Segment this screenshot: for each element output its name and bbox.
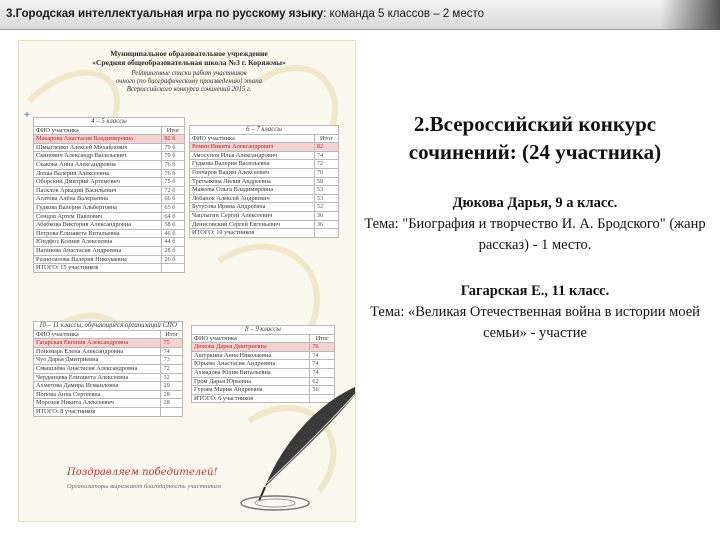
table-row: [190, 177, 339, 186]
winner-1-name: Дюкова Дарья, 9 а класс.: [452, 195, 618, 211]
column-header-name: ФИО участника: [34, 330, 161, 339]
participant-score: 56: [310, 386, 335, 395]
table-row: [34, 135, 185, 144]
participant-score: 70: [314, 168, 338, 177]
participant-name: Пасклов Аркадий Васильевич: [34, 186, 162, 195]
participant-score: 26 б: [162, 255, 185, 264]
participant-name: Абабкова Виктория Александровна: [34, 221, 162, 230]
participant-name: Скипович Александр Васильевич: [34, 152, 162, 161]
participant-score: 73: [161, 356, 183, 365]
participant-score: 44 б: [162, 238, 185, 247]
table-row: [34, 229, 185, 238]
congrats-subtext: Организаторы выражают благодарность участникам: [67, 483, 222, 490]
table-row: [34, 238, 185, 247]
participant-name: Юрьева Анастасия Андреевна: [192, 360, 310, 369]
table-row: [34, 399, 183, 408]
slide-title: [6, 8, 484, 20]
participant-name: Чаплыгин Сергей Алексеевич: [190, 211, 315, 220]
participant-name: Ремин Никита Александрович: [190, 143, 315, 152]
participant-name: Оборский Дмитрий Артемович: [34, 178, 162, 187]
participant-score: 46 б: [162, 229, 185, 238]
participant-name: Гудкова Валерия Альбертовна: [34, 203, 162, 212]
table-row: [190, 211, 339, 220]
participant-name: Черданцева Елизавета Алексеевна: [34, 373, 161, 382]
participant-score: 72: [161, 364, 183, 373]
table-row: [34, 407, 183, 416]
participant-name: Гагарская Евгения Александровна: [34, 339, 161, 348]
participant-score: 58: [314, 177, 338, 186]
participant-score: 76 б: [162, 160, 185, 169]
participant-name: Третьякова Лилия Андреевна: [190, 177, 315, 186]
table-caption: 10 – 11 классы, обучающиеся организаций СПО: [34, 322, 183, 331]
participant-score: 82: [314, 143, 338, 152]
participant-name: Дюкова Дарья Дмитриевна: [192, 343, 310, 352]
table-row: [34, 390, 183, 399]
participant-name: Пономарь Елена Александровна: [34, 347, 161, 356]
table-row: [190, 220, 339, 229]
participant-name: Лопаа Валерия Алексеевна: [34, 169, 162, 178]
table-row: [34, 160, 185, 169]
participant-score: 62: [310, 377, 335, 386]
participant-score: 76: [310, 343, 335, 352]
table-row: [190, 229, 339, 238]
participant-name: Разносилова Валерия Николаевна: [34, 255, 162, 264]
plus-icon: +: [24, 110, 30, 121]
participant-score: 74: [310, 351, 335, 360]
congrats-text: Поздравляем победителей!: [67, 467, 218, 478]
table-row: [190, 168, 339, 177]
participant-name: Смышлёва Анастасия Александровна: [34, 364, 161, 373]
participant-score: 52: [314, 203, 338, 212]
table-row: [190, 143, 339, 152]
participant-name: Петрова Елизавета Витальевна: [34, 229, 162, 238]
winner-2-name: Гагарская Е., 11 класс.: [460, 283, 610, 299]
participant-score: 82 б: [162, 135, 185, 144]
participant-name: Ашуркина Анна Николаевна: [192, 351, 310, 360]
column-header-score: Итог: [310, 334, 335, 343]
winner-2-topic: Тема: «Великая Отечественная война в истории моей семьи» - участие: [370, 304, 700, 341]
participant-score: 74: [310, 368, 335, 377]
table-row: [34, 364, 183, 373]
table-row: [34, 203, 185, 212]
participant-score: 28 б: [162, 246, 185, 255]
table-row: [34, 212, 185, 221]
column-header-score: Итог: [314, 134, 338, 143]
participant-score: 36: [314, 211, 338, 220]
table-row: [34, 264, 185, 273]
table-row: [34, 347, 183, 356]
results-table-grades-4-5: [33, 117, 185, 273]
participant-score: 32: [161, 373, 183, 382]
participant-name: ИТОГО: 15 участников: [34, 264, 162, 273]
table-row: [34, 382, 183, 391]
table-row: [192, 351, 335, 360]
table-row: [34, 195, 185, 204]
participant-name: Ахметова Дамира Исмаиловна: [34, 382, 161, 391]
participant-name: Макеева Ольга Владимировна: [190, 186, 315, 195]
participant-name: Сенцов Артем Павлович: [34, 212, 162, 221]
participant-name: Юндфоз Ксения Алексеевна: [34, 238, 162, 247]
participant-name: ИТОГО: 8 участников: [34, 407, 161, 416]
participant-name: Бутусова Ирина Андреевна: [190, 203, 315, 212]
participant-score: 28: [161, 390, 183, 399]
participant-name: Попова Анна Сергеевна: [34, 390, 161, 399]
header-line-4: очного (по биографическому произведению) этапа: [115, 78, 263, 85]
table-row: [34, 152, 185, 161]
participant-name: Денисовский Сергей Евгеньевич: [190, 220, 315, 229]
contest-heading: 2.Всероссийский конкурс сочинений: (24 участника): [408, 112, 662, 164]
participant-name: ИТОГО: 6 участников: [192, 394, 310, 403]
participant-score: 36: [314, 220, 338, 229]
winner-1-topic: Тема: "Биография и творчество И. А. Бродского" (жанр рассказ) - 1 место.: [364, 216, 706, 253]
table-row: [34, 169, 185, 178]
participant-score: 79 б: [162, 152, 185, 161]
participant-name: Гурова Мария Андреевна: [192, 386, 310, 395]
participant-score: 74: [161, 347, 183, 356]
participant-score: 76 б: [162, 169, 185, 178]
participant-score: 74: [310, 360, 335, 369]
table-caption: 8 – 9 классы: [192, 326, 335, 335]
table-row: [34, 178, 185, 187]
table-row: [34, 221, 185, 230]
participant-score: 53: [314, 186, 338, 195]
participant-name: Скакова Анна Александровна: [34, 160, 162, 169]
participant-score: 72 б: [162, 186, 185, 195]
column-header-name: ФИО участника: [190, 134, 315, 143]
table-row: [192, 360, 335, 369]
participant-score: [161, 407, 183, 416]
participant-name: Чуо Дарья Дмитриевна: [34, 356, 161, 365]
participant-name: Ахмадова Юлия Витальевна: [192, 368, 310, 377]
scanned-results-document: [18, 40, 356, 522]
participant-name: Гончаров Вадим Алексеевич: [190, 168, 315, 177]
table-caption: 4 – 5 классы: [34, 118, 185, 127]
results-table-grades-6-7: [189, 125, 339, 238]
participant-name: Лобанов Алексей Андреевич: [190, 194, 315, 203]
participant-name: Гудкова Валерия Васильевна: [190, 160, 315, 169]
table-row: [34, 373, 183, 382]
participant-score: [162, 264, 185, 273]
title-bar-accent: [660, 0, 720, 30]
table-row: [34, 246, 185, 255]
table-row: [190, 160, 339, 169]
header-line-2: «Средняя общеобразовательная школа №3 г. Коряжмы»: [92, 58, 286, 67]
participant-name: Макарова Анастасия Владимировна: [34, 135, 162, 144]
column-header-score: Итог: [162, 126, 185, 135]
participant-score: 72: [314, 160, 338, 169]
table-row: [190, 186, 339, 195]
slide-title-bar: [0, 0, 720, 30]
participant-score: [314, 229, 338, 238]
slide-title-rest: : команда 5 классов – 2 место: [323, 8, 484, 20]
participant-score: 79 б: [162, 143, 185, 152]
participant-score: 29: [161, 382, 183, 391]
column-header-name: ФИО участника: [34, 126, 162, 135]
table-row: [34, 143, 185, 152]
participant-name: Наганова Анастасия Андреевна: [34, 246, 162, 255]
table-row: [190, 151, 339, 160]
header-line-1: Муниципальное образовательное учреждение: [110, 49, 268, 58]
results-table-grades-10-11: [33, 321, 183, 417]
participant-score: 65 б: [162, 203, 185, 212]
participant-score: 58 б: [162, 221, 185, 230]
participant-name: Шмыгленко Алексей Михайлович: [34, 143, 162, 152]
participant-name: Агатова Алёна Валерьевна: [34, 195, 162, 204]
column-header-name: ФИО участника: [192, 334, 310, 343]
table-row: [192, 368, 335, 377]
table-row: [34, 356, 183, 365]
table-caption: 6 – 7 классы: [190, 126, 339, 135]
participant-name: ИТОГО: 10 участников: [190, 229, 315, 238]
participant-score: 66 б: [162, 195, 185, 204]
table-row: [192, 343, 335, 352]
header-line-3: Рейтинговые списки работ участников: [131, 70, 247, 77]
table-row: [34, 186, 185, 195]
table-row: [190, 203, 339, 212]
table-row: [34, 255, 185, 264]
column-header-score: Итог: [161, 330, 183, 339]
participant-score: 75: [161, 339, 183, 348]
document-header: [89, 49, 289, 94]
table-row: [190, 194, 339, 203]
table-row: [34, 339, 183, 348]
participant-name: Гром Дарья Юрьевна: [192, 377, 310, 386]
participant-score: 28: [161, 399, 183, 408]
participant-name: Амосунов Илья Александрович: [190, 151, 315, 160]
participant-name: Морозов Никита Алексеевич: [34, 399, 161, 408]
participant-score: 64 б: [162, 212, 185, 221]
participant-score: 75 б: [162, 178, 185, 187]
quill-pen-illustration: [215, 377, 356, 517]
participant-score: 53: [314, 194, 338, 203]
header-line-5: Всероссийского конкурса сочинений 2015 г.: [126, 86, 252, 93]
slide-title-bold: 3.Городская интеллектуальная игра по русскому языку: [6, 8, 324, 20]
participant-score: 74: [314, 151, 338, 160]
